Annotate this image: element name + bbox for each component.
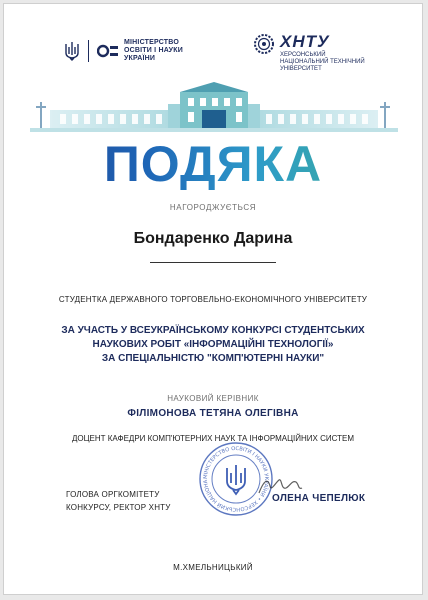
- ministry-name: [124, 39, 183, 63]
- seal-trident-icon: [227, 465, 245, 494]
- trident-icon: [64, 41, 80, 61]
- university-name: [280, 52, 365, 73]
- award-reason: [4, 324, 422, 366]
- awarded-label: НАГОРОДЖУЄТЬСЯ: [169, 203, 257, 212]
- name-underline: [150, 262, 276, 263]
- advisor-label: НАУКОВИЙ КЕРІВНИК: [167, 394, 259, 403]
- ministry-mark-icon: [97, 42, 119, 60]
- advisor-position: ДОЦЕНТ КАФЕДРИ КОМП'ЮТЕРНИХ НАУК ТА ІНФОРМАЦІЙНИХ СИСТЕМ: [71, 434, 355, 443]
- ministry-line: МІНІСТЕРСТВО: [124, 39, 179, 46]
- university-line: УНІВЕРСИТЕТ: [280, 66, 322, 72]
- university-line: НАЦІОНАЛЬНИЙ ТЕХНІЧНИЙ: [280, 59, 365, 65]
- building-illustration: [30, 82, 398, 136]
- recipient-info: СТУДЕНТКА ДЕРЖАВНОГО ТОРГОВЕЛЬНО-ЕКОНОМІЧНОГО УНІВЕРСИТЕТУ: [58, 295, 368, 304]
- ministry-line: УКРАЇНИ: [124, 55, 156, 62]
- chair-line: ГОЛОВА ОРГКОМІТЕТУ: [66, 490, 160, 499]
- advisor-name: ФІЛІМОНОВА ТЕТЯНА ОЛЕГІВНА: [127, 408, 299, 419]
- chair-title: [66, 488, 171, 514]
- seal-text: МІНІСТЕРСТВО ОСВІТИ І НАУКИ УКРАЇНИ • ХЕРСОНСЬКИЙ НАЦІОНА: [202, 445, 270, 513]
- university-line: ХЕРСОНСЬКИЙ: [280, 52, 326, 58]
- logo-divider: [88, 40, 89, 62]
- reason-line: НАУКОВИХ РОБІТ «ІНФОРМАЦІЙНІ ТЕХНОЛОГІЇ»: [92, 339, 334, 350]
- gear-logo-icon: [252, 32, 276, 56]
- ministry-line: ОСВІТИ І НАУКИ: [124, 47, 183, 54]
- reason-line: ЗА СПЕЦІАЛЬНІСТЮ "КОМП'ЮТЕРНІ НАУКИ": [101, 353, 325, 364]
- chair-name: ОЛЕНА ЧЕПЕЛЮК: [272, 493, 366, 504]
- university-abbr: ХНТУ: [280, 32, 330, 51]
- city: М.ХМЕЛЬНИЦЬКИЙ: [173, 563, 253, 572]
- reason-line: ЗА УЧАСТЬ У ВСЕУКРАЇНСЬКОМУ КОНКУРСІ СТУДЕНТСЬКИХ: [61, 325, 365, 336]
- chair-line: КОНКУРСУ, РЕКТОР ХНТУ: [66, 503, 171, 512]
- certificate-title: ПОДЯКА: [4, 138, 422, 190]
- recipient-name: Бондаренко Дарина: [133, 230, 293, 247]
- certificate-page: [3, 3, 423, 595]
